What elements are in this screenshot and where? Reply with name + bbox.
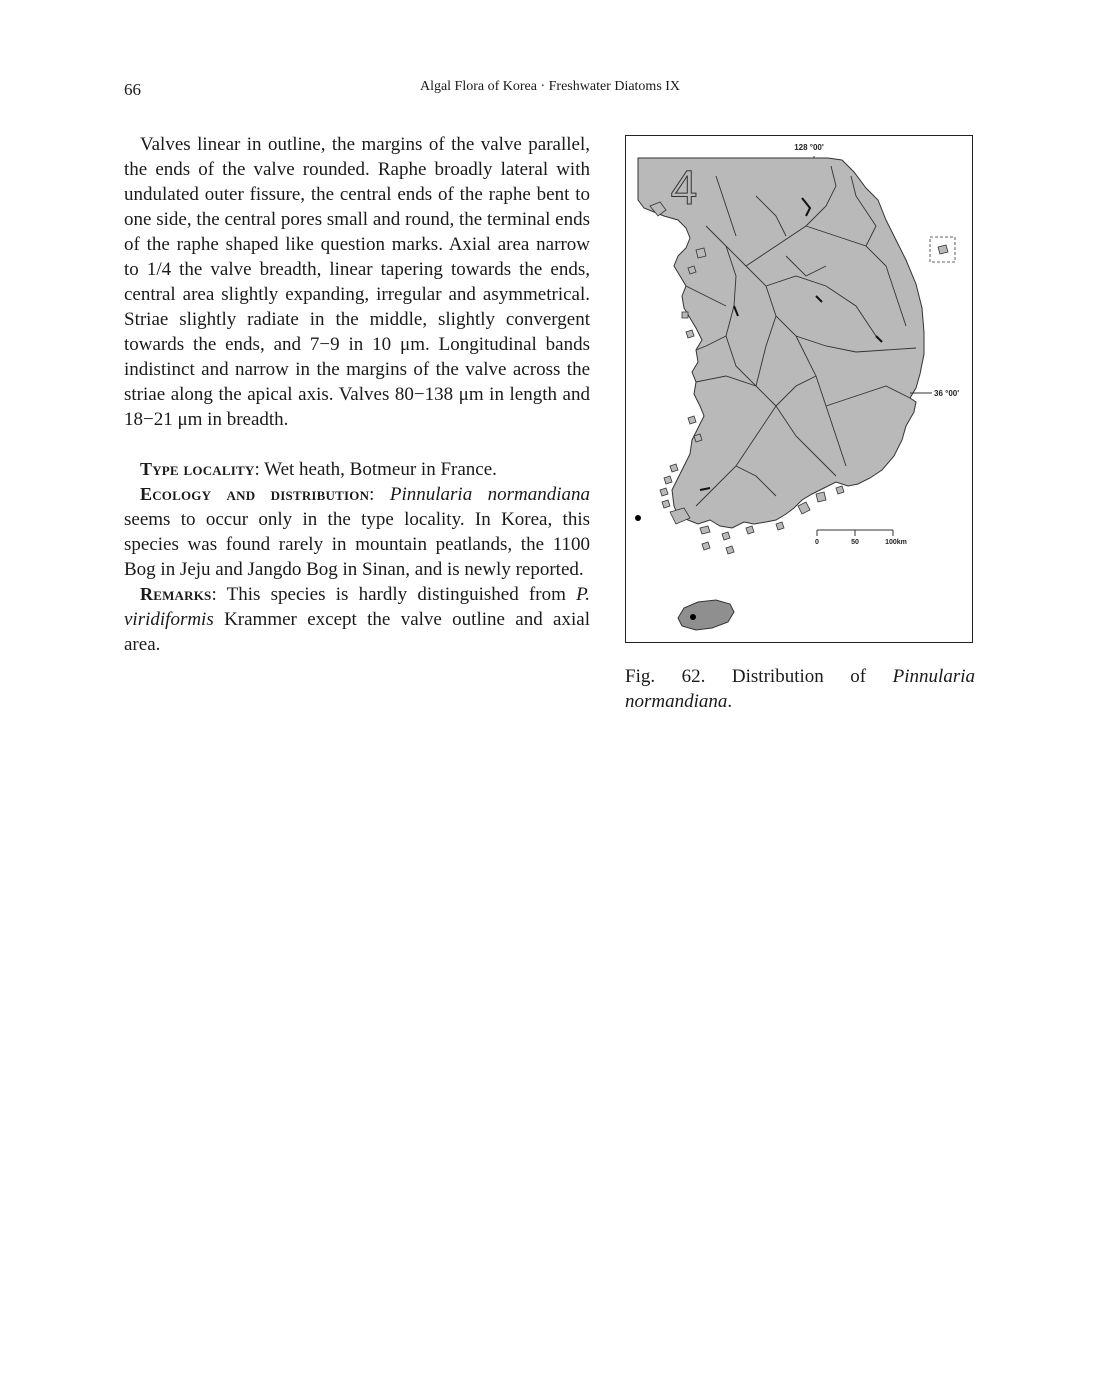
distribution-map-figure (625, 135, 973, 643)
ecology-paragraph (124, 482, 590, 582)
ecology-text: seems to occur only in the type locality. In Korea, this species was found rarely in mountain peatlands, the 1100 Bog in Jeju and Jangdo Bog in Sinan, and is newly reported. (124, 509, 590, 580)
scale-tick-0: 0 (815, 539, 819, 546)
type-locality-paragraph (124, 457, 590, 482)
type-locality-label: Type locality (140, 459, 255, 479)
remarks-paragraph (124, 582, 590, 657)
ecology-label: Ecology and distribution (140, 484, 370, 504)
map-number: 4 (670, 162, 698, 215)
caption-species: Pinnularia normandiana (625, 666, 975, 712)
caption-prefix: Fig. 62. Distribution of (625, 666, 893, 687)
remarks-separator: : This species is hardly distinguished from (211, 584, 577, 605)
scale-tick-100km: 100km (885, 539, 907, 546)
remarks-label: Remarks (140, 584, 212, 604)
longitude-label: 128 °00' (794, 143, 824, 152)
remarks-text: Krammer except the valve outline and axial area. (124, 609, 590, 655)
jeju-island (678, 600, 734, 630)
remarks-species-name: P. viridiformis (124, 584, 590, 630)
korea-map (626, 136, 971, 641)
latitude-label: 36 °00' (934, 389, 960, 398)
species-description: Valves linear in outline, the margins of the valve parallel, the ends of the valve rounded. Raphe broadly lateral with undulated outer fissure, the central ends of the raphe bent to one side, the central pores small and round, the terminal ends of the raphe shaped like question marks. Axial area narrow to 1/4 the valve breadth, linear tapering towards the ends, central area slightly expanding, irregular and asymmetrical. Striae slightly radiate in the middle, slightly convergent towards the ends, and 7−9 in 10 μm. Longitudinal bands indistinct and narrow in the margins of the valve across the striae along the apical axis. Valves 80−138 μm in length and 18−21 μm in breadth. (124, 134, 590, 430)
running-title: Algal Flora of Korea · Freshwater Diatoms IX (419, 79, 681, 94)
scale-bar (815, 530, 907, 546)
occurrence-point-jangdo (635, 515, 641, 521)
ecology-separator: : (369, 484, 390, 505)
figure-caption (625, 664, 975, 714)
ulleungdo-island (938, 245, 948, 254)
page-number: 66 (124, 80, 141, 99)
type-locality-text: : Wet heath, Botmeur in France. (254, 459, 497, 480)
occurrence-point-jeju (690, 614, 696, 620)
caption-suffix: . (727, 691, 733, 712)
text-column (124, 132, 590, 657)
scale-tick-50: 50 (851, 539, 859, 546)
ecology-species-name: Pinnularia normandiana (389, 484, 591, 505)
